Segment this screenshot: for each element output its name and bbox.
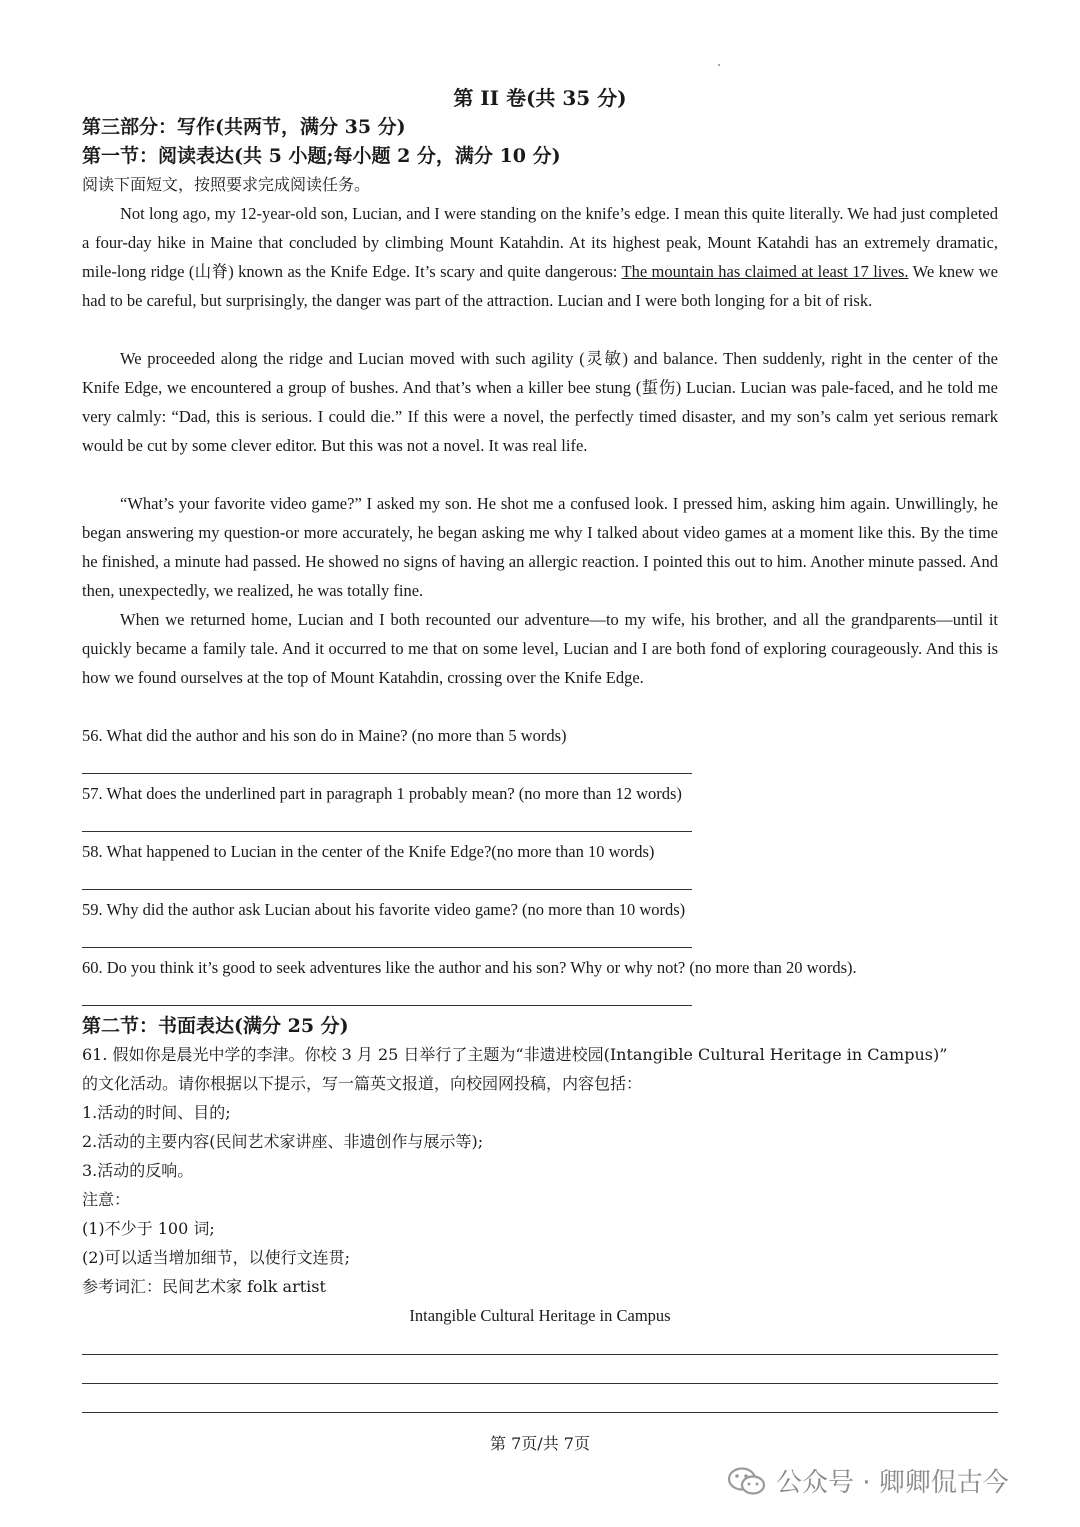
wechat-icon bbox=[727, 1466, 767, 1496]
page-number: 第 7页/共 7页 bbox=[490, 1434, 590, 1453]
note-1: (1)不少于 100 词; bbox=[82, 1219, 215, 1238]
page-title: 第 II 卷(共 35 分) bbox=[453, 86, 627, 110]
note-2: (2)可以适当增加细节，以使行文连贯; bbox=[82, 1248, 351, 1267]
question-58: 58. What happened to Lucian in the center of the Knife Edge?(no more than 10 words) bbox=[82, 842, 655, 861]
content-item-3: 3.活动的反响。 bbox=[82, 1161, 194, 1180]
answer-line-56[interactable] bbox=[82, 773, 692, 774]
prompt-line-2: 的文化活动。请你根据以下提示，写一篇英文报道，向校园网投稿，内容包括： bbox=[82, 1074, 643, 1093]
answer-line-58[interactable] bbox=[82, 889, 692, 890]
p1-text-b: We knew we had to be careful, but surprisingly, the danger was part of the attraction. Lucian and I were both longing for a bit of risk. bbox=[82, 262, 998, 310]
vocab-hint: 参考词汇：民间艺术家 folk artist bbox=[82, 1277, 326, 1296]
prompt-line-1: 61. 假如你是晨光中学的李津。你校 3 月 25 日举行了主题为“非遗进校园(Intangible Cultural Heritage in Campus)” bbox=[82, 1045, 948, 1064]
content-item-1: 1.活动的时间、目的; bbox=[82, 1103, 231, 1122]
part2-heading: 第二节：书面表达(满分 25 分) bbox=[82, 1015, 349, 1037]
paragraph-3: “What’s your favorite video game?” I asked my son. He shot me a confused look. I pressed him, asking him again. Unwillingly, he began answering my question-or more accurately, he began asking me why I talked about video games at a moment like this. By the time he finished, a minute had passed. He showed no signs of having an allergic reaction. I pointed this out to him. Another minute passed. And then, unexpectedly, we realized, he was totally fine. bbox=[82, 494, 998, 600]
instruction: 阅读下面短文，按照要求完成阅读任务。 bbox=[82, 175, 371, 194]
question-59: 59. Why did the author ask Lucian about his favorite video game? (no more than 10 words) bbox=[82, 900, 686, 919]
essay-line-2[interactable] bbox=[82, 1383, 998, 1384]
answer-line-59[interactable] bbox=[82, 947, 692, 948]
paragraph-1 bbox=[82, 199, 998, 315]
question-60: 60. Do you think it’s good to seek adventures like the author and his son? Why or why not? (no more than 20 words). bbox=[82, 958, 857, 977]
essay-line-3[interactable] bbox=[82, 1412, 998, 1413]
section-heading: 第三部分：写作(共两节，满分 35 分) bbox=[82, 116, 406, 138]
speck bbox=[718, 64, 720, 66]
essay-title: Intangible Cultural Heritage in Campus bbox=[409, 1306, 671, 1325]
answer-line-60[interactable] bbox=[82, 1005, 692, 1006]
note-label: 注意： bbox=[82, 1190, 131, 1209]
underlined-sentence: The mountain has claimed at least 17 lives. bbox=[621, 262, 909, 281]
question-56: 56. What did the author and his son do in Maine? (no more than 5 words) bbox=[82, 726, 567, 745]
paragraph-2: We proceeded along the ridge and Lucian moved with such agility (灵敏) and balance. Then suddenly, right in the center of the Knife Edge, we encountered a group of bushes. And that’s when a killer bee stung (蜇伤) Lucian. Lucian was pale-faced, and he told me very calmly: “Dad, this is serious. I could die.” If this were a novel, the perfectly timed disaster, and my son’s calm yet serious remark would be cut by some clever editor. But this was not a novel. It was real life. bbox=[82, 349, 998, 455]
essay-line-1[interactable] bbox=[82, 1354, 998, 1355]
part1-heading: 第一节：阅读表达(共 5 小题;每小题 2 分，满分 10 分) bbox=[82, 145, 561, 167]
paragraph-4: When we returned home, Lucian and I both recounted our adventure—to my wife, his brother, and all the grandparents—until it quickly became a family tale. And it occurred to me that on some level, Lucian and I are both fond of exploring courageously. And this is how we found ourselves at the top of Mount Katahdin, crossing over the Knife Edge. bbox=[82, 610, 998, 687]
watermark-text: 公众号 · 卿卿侃古今 bbox=[776, 1468, 1009, 1498]
answer-line-57[interactable] bbox=[82, 831, 692, 832]
content-item-2: 2.活动的主要内容(民间艺术家讲座、非遗创作与展示等); bbox=[82, 1132, 484, 1151]
question-57: 57. What does the underlined part in paragraph 1 probably mean? (no more than 12 words) bbox=[82, 784, 682, 803]
p1-text-a: Not long ago, my 12-year-old son, Lucian, and I were standing on the knife’s edge. I mean this quite literally. We had just completed a four-day hike in Maine that concluded by climbing Mount Katahdin. At its highest peak, Mount Katahdi has an extremely dramatic, mile-long ridge (山脊) known as the Knife Edge. It’s scary and quite dangerous: bbox=[82, 204, 998, 281]
